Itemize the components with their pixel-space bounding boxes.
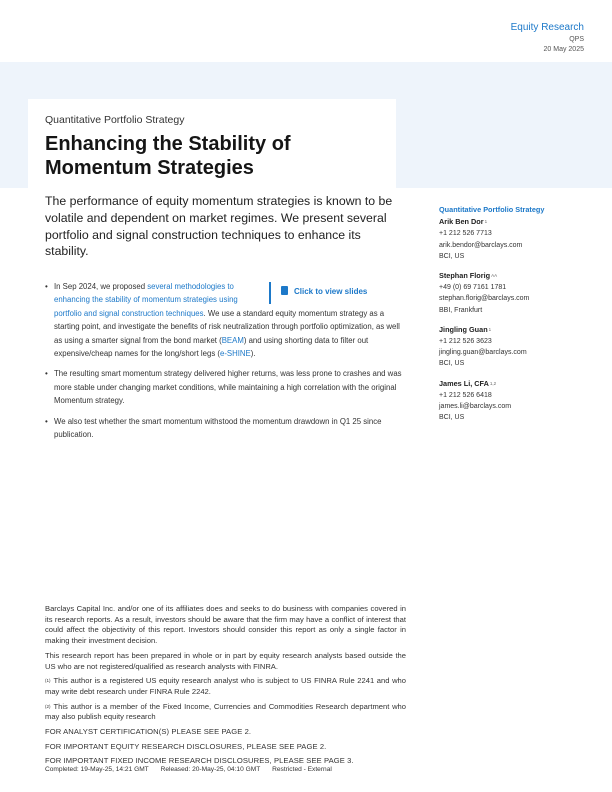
- footnote-mark: (2): [45, 703, 51, 709]
- report-header: [511, 22, 584, 53]
- analyst-card: [439, 378, 599, 424]
- analyst-entity: BCI, US: [439, 414, 465, 422]
- certification-notice: FOR ANALYST CERTIFICATION(S) PLEASE SEE PAGE 2.: [45, 727, 252, 737]
- analyst-card: [439, 270, 599, 316]
- footnote-text: This author is a registered US equity research analyst who is subject to US FINRA Rule 2241 and who may write debt research under FINRA Rule 2242.: [45, 676, 406, 696]
- analyst-entity: BCI, US: [439, 360, 465, 368]
- footnote: [45, 676, 406, 697]
- title-block: [28, 99, 396, 191]
- series-name: Quantitative Portfolio Strategy: [45, 114, 185, 126]
- analyst-phone: +1 212 526 6418: [439, 391, 492, 399]
- bullet-text: ).: [250, 349, 256, 359]
- beam-link[interactable]: BEAM: [221, 335, 244, 345]
- analyst-name: Jingling Guan: [439, 324, 488, 334]
- page-title: [45, 132, 396, 180]
- restriction-label: Restricted - External: [272, 766, 332, 773]
- analyst-email[interactable]: stephan.florig@barclays.com: [439, 295, 530, 303]
- analyst-mark: 1: [484, 219, 488, 225]
- eshine-link[interactable]: e-SHINE: [220, 349, 251, 359]
- report-code: QPS: [569, 36, 584, 43]
- analyst-phone: +1 212 526 3623: [439, 338, 492, 346]
- analyst-team: Quantitative Portfolio Strategy: [439, 205, 545, 214]
- analyst-name: James Li, CFA: [439, 378, 489, 388]
- analyst-phone: +49 (0) 69 7161 1781: [439, 284, 507, 292]
- analyst-email[interactable]: james.li@barclays.com: [439, 403, 512, 411]
- analyst-panel: [439, 204, 599, 431]
- report-date: 20 May 2025: [543, 46, 584, 53]
- footnote-mark: (1): [45, 678, 51, 684]
- analyst-mark: 1,2: [489, 380, 497, 386]
- footnote-text: This author is a member of the Fixed Income, Currencies and Commodities Research department who may also publish equity research: [45, 701, 406, 722]
- title-line-1: Enhancing the Stability of: [45, 133, 291, 155]
- analyst-email[interactable]: jingling.guan@barclays.com: [439, 349, 527, 357]
- bullet-text: . We use a standard equity momentum strategy as a starting point, and investigate the benefits of risk neutralization through portfolio optimization, as well as using a smarter signal from the bond market (: [54, 308, 400, 345]
- view-slides-link[interactable]: [269, 282, 407, 304]
- bullet-item: • The resulting smart momentum strategy delivered higher returns, was less prone to crashes and was more stable under changing market conditions, while maintaining a high correlation with the original Momentum strategy.: [45, 367, 407, 407]
- title-line-2: Momentum Strategies: [45, 157, 254, 179]
- released-time: Released: 20-May-25, 04:10 GMT: [160, 766, 261, 773]
- bullet-item: • We also test whether the smart momentum withstood the momentum drawdown in Q1 25 since publication.: [45, 415, 407, 442]
- methodology-link[interactable]: several methodologies to enhancing the stability of momentum strategies using portfolio and signal construction techniques: [54, 282, 238, 318]
- lede-paragraph: The performance of equity momentum strategies is known to be volatile and dependent on market regimes. We present several portfolio and signal construction techniques to enhance its stability.: [45, 194, 393, 259]
- analyst-name: Stephan Florig: [439, 271, 491, 281]
- completed-time: Completed: 19-May-25, 14:21 GMT: [45, 766, 149, 773]
- analyst-name: Arik Ben Dor: [439, 217, 484, 227]
- fixed-income-disclosure-notice: FOR IMPORTANT FIXED INCOME RESEARCH DISCLOSURES, PLEASE SEE PAGE 3.: [45, 756, 354, 766]
- disclaimer-block: [45, 604, 406, 771]
- analyst-card: [439, 324, 599, 370]
- analyst-phone: +1 212 526 7713: [439, 230, 492, 238]
- view-slides-label: Click to view slides: [294, 287, 368, 296]
- disclaimer-paragraph: Barclays Capital Inc. and/or one of its affiliates does and seeks to do business with companies covered in its research reports. As a result, investors should be aware that the firm may have a conflict of interest that could affect the objectivity of this report. Investors should consider this report as only a single factor in making their investment decision.: [45, 604, 406, 646]
- analyst-card: [439, 216, 599, 262]
- research-division: Equity Research: [510, 22, 584, 33]
- footnote: [45, 702, 406, 723]
- analyst-entity: BBI, Frankfurt: [439, 306, 483, 314]
- slides-icon: [281, 286, 288, 295]
- bullet-text: ) and using shorting data to filter out expensive/cheap names for the long/short legs (: [54, 335, 369, 359]
- analyst-mark: 1: [488, 326, 492, 332]
- bullet-text: In Sep 2024, we proposed: [54, 282, 148, 291]
- analyst-email[interactable]: arik.bendor@barclays.com: [439, 241, 523, 249]
- analyst-entity: BCI, US: [439, 252, 465, 260]
- bullet-item: [45, 280, 407, 360]
- key-points: [45, 280, 407, 448]
- disclaimer-paragraph: This research report has been prepared in whole or in part by equity research analysts based outside the US who are not registered/qualified as research analysts with FINRA.: [45, 650, 406, 671]
- analyst-mark: AA: [491, 273, 498, 279]
- report-footer: [45, 766, 342, 773]
- equity-disclosure-notice: FOR IMPORTANT EQUITY RESEARCH DISCLOSURES, PLEASE SEE PAGE 2.: [45, 741, 327, 751]
